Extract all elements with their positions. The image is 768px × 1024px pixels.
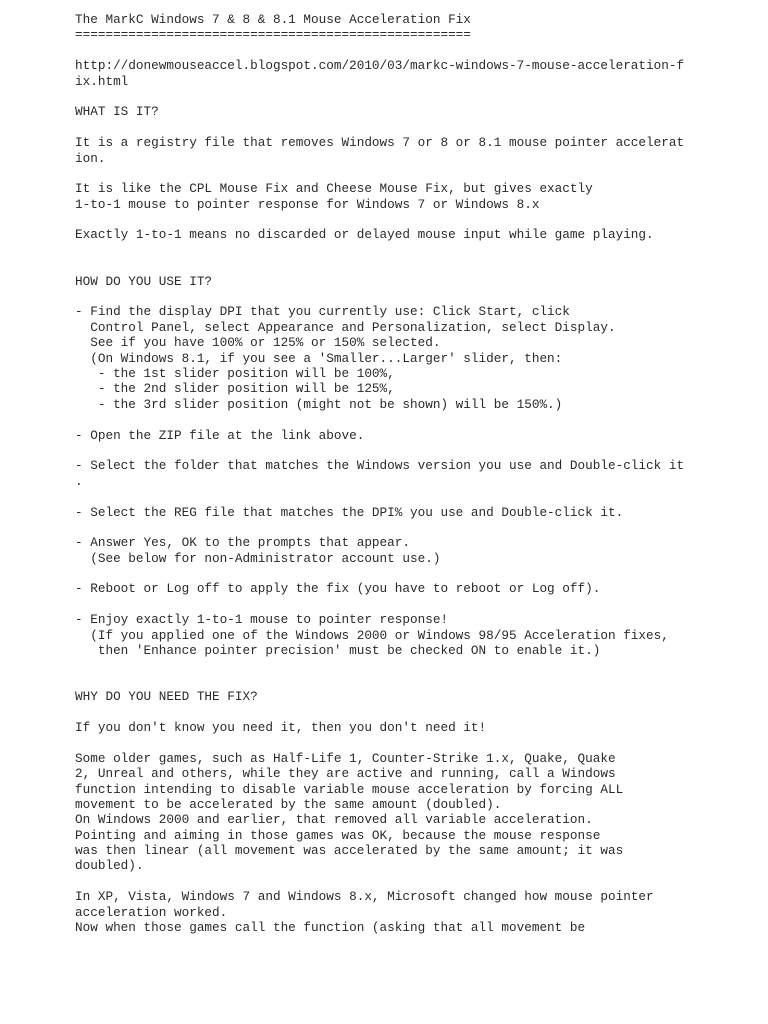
how-step-1-line-5: - the 1st slider position will be 100%, [75,365,395,381]
why-paragraph-3-line-2: acceleration worked. [75,904,228,920]
how-step-1-line-4: (On Windows 8.1, if you see a 'Smaller...Larger' slider, then: [75,350,563,366]
why-paragraph-3-line-3: Now when those games call the function (asking that all movement be [75,920,586,936]
spacer [75,597,755,612]
spacer [75,89,755,104]
why-paragraph-2-line-2: 2, Unreal and others, while they are active and running, call a Windows [75,766,616,782]
how-step-6: - Reboot or Log off to apply the fix (you have to reboot or Log off). [75,581,601,597]
spacer [75,489,755,504]
how-step-2: - Open the ZIP file at the link above. [75,427,365,443]
why-paragraph-1: If you don't know you need it, then you don't need it! [75,719,487,735]
why-paragraph-3-line-1: In XP, Vista, Windows 7 and Windows 8.x, Microsoft changed how mouse pointer [75,889,654,905]
spacer [75,674,755,689]
why-paragraph-2-line-5: On Windows 2000 and earlier, that removed all variable acceleration. [75,812,593,828]
how-step-3-line-2: . [75,473,83,489]
spacer [75,120,755,135]
document-page [75,12,755,935]
spacer [75,443,755,458]
how-step-5-line-2: (See below for non-Administrator account use.) [75,550,441,566]
spacer [75,520,755,535]
how-to-use-heading: HOW DO YOU USE IT? [75,273,213,289]
how-step-4: - Select the REG file that matches the DPI% you use and Double-click it. [75,504,624,520]
source-url-line-2: ix.html [75,73,129,89]
why-paragraph-2-line-1: Some older games, such as Half-Life 1, Counter-Strike 1.x, Quake, Quake [75,750,616,766]
what-paragraph-1-line-2: ion. [75,150,106,166]
why-paragraph-2-line-6: Pointing and aiming in those games was OK, because the mouse response [75,827,601,843]
how-step-1-line-7: - the 3rd slider position (might not be shown) will be 150%.) [75,396,563,412]
spacer [75,705,755,720]
spacer [75,566,755,581]
spacer [75,735,755,750]
how-step-7-line-1: - Enjoy exactly 1-to-1 mouse to pointer response! [75,612,449,628]
what-paragraph-3: Exactly 1-to-1 means no discarded or delayed mouse input while game playing. [75,227,654,243]
spacer [75,289,755,304]
spacer [75,658,755,673]
why-paragraph-2-line-8: doubled). [75,858,144,874]
why-need-fix-heading: WHY DO YOU NEED THE FIX? [75,689,258,705]
how-step-1-line-2: Control Panel, select Appearance and Personalization, select Display. [75,319,616,335]
why-paragraph-2-line-4: movement to be accelerated by the same amount (doubled). [75,796,502,812]
spacer [75,874,755,889]
spacer [75,166,755,181]
how-step-3-line-1: - Select the folder that matches the Windows version you use and Double-click it [75,458,685,474]
what-paragraph-1-line-1: It is a registry file that removes Windows 7 or 8 or 8.1 mouse pointer accelerat [75,135,685,151]
spacer [75,43,755,58]
spacer [75,212,755,227]
how-step-5-line-1: - Answer Yes, OK to the prompts that appear. [75,535,411,551]
what-is-it-heading: WHAT IS IT? [75,104,159,120]
spacer [75,258,755,273]
title-underline: ==================================================== [75,27,471,43]
spacer [75,243,755,258]
what-paragraph-2-line-1: It is like the CPL Mouse Fix and Cheese Mouse Fix, but gives exactly [75,181,593,197]
how-step-1-line-3: See if you have 100% or 125% or 150% selected. [75,335,441,351]
source-url-line-1: http://donewmouseaccel.blogspot.com/2010/03/markc-windows-7-mouse-acceleration-f [75,58,685,74]
spacer [75,412,755,427]
document-title: The MarkC Windows 7 & 8 & 8.1 Mouse Acceleration Fix [75,12,471,27]
how-step-7-line-3: then 'Enhance pointer precision' must be checked ON to enable it.) [75,643,601,659]
how-step-1-line-1: - Find the display DPI that you currently use: Click Start, click [75,304,570,320]
what-paragraph-2-line-2: 1-to-1 mouse to pointer response for Windows 7 or Windows 8.x [75,196,540,212]
why-paragraph-2-line-7: was then linear (all movement was accelerated by the same amount; it was [75,843,624,859]
how-step-7-line-2: (If you applied one of the Windows 2000 or Windows 98/95 Acceleration fixes, [75,627,669,643]
how-step-1-line-6: - the 2nd slider position will be 125%, [75,381,395,397]
why-paragraph-2-line-3: function intending to disable variable mouse acceleration by forcing ALL [75,781,624,797]
